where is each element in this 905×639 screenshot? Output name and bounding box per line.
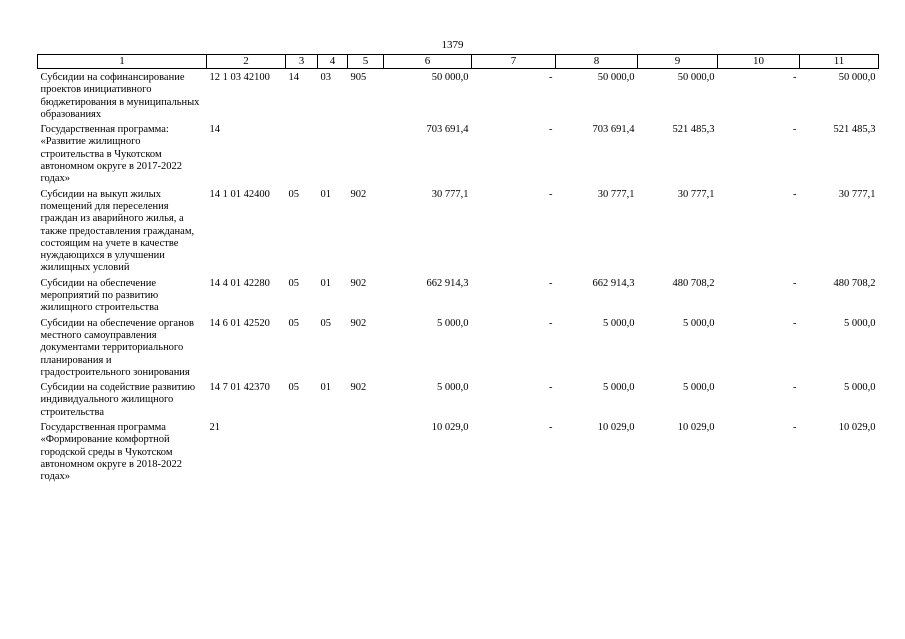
column-header: 2: [207, 55, 286, 69]
row-col10: -: [793, 317, 797, 329]
row-section: 05: [288, 277, 299, 289]
column-header: 4: [318, 55, 348, 69]
table-row: [38, 121, 879, 185]
row-col11: 10 029,0: [838, 422, 876, 434]
row-section: [286, 419, 318, 483]
row-name: Субсидии на обеспечение мероприятий по развитию жилищного строительства: [40, 277, 159, 314]
row-col9: 5 000,0: [683, 317, 715, 329]
row-col7: -: [549, 124, 553, 136]
row-col7: -: [549, 188, 553, 200]
table-row: [38, 379, 879, 419]
row-section: 05: [288, 317, 299, 329]
table-row: [38, 186, 879, 275]
page-number: 1379: [441, 39, 464, 51]
row-col9: 50 000,0: [677, 72, 715, 83]
row-col7: -: [549, 317, 553, 329]
row-col8: 50 000,0: [597, 72, 635, 83]
row-col11: 480 708,2: [833, 277, 876, 289]
budget-table: [37, 54, 879, 484]
row-code: 14: [209, 124, 220, 136]
row-subsection: 01: [320, 382, 331, 394]
row-col7: -: [549, 382, 553, 394]
row-col11: 5 000,0: [844, 317, 876, 329]
row-code: 14 6 01 42520: [209, 317, 270, 329]
row-col8: 662 914,3: [592, 277, 635, 289]
row-name: Государственная программа: «Развитие жилищного строительства в Чукотском автономном округе в 2017-2022 годах»: [40, 124, 183, 185]
row-subsection: 01: [320, 188, 331, 200]
column-header: 8: [556, 55, 638, 69]
column-header: 11: [800, 55, 879, 69]
row-name: Субсидии на содействие развитию индивидуального жилищного строительства: [40, 382, 196, 418]
row-col9: 480 708,2: [672, 277, 715, 289]
row-col6: 5 000,0: [437, 382, 469, 394]
row-col6: 5 000,0: [437, 317, 469, 329]
row-department: [348, 419, 384, 483]
row-subsection: 03: [320, 72, 331, 83]
row-section: 05: [288, 188, 299, 200]
row-col6: 50 000,0: [431, 72, 469, 83]
header-row: [38, 55, 879, 69]
row-col10: -: [793, 124, 797, 136]
row-col7: -: [549, 277, 553, 289]
row-col6: 662 914,3: [426, 277, 469, 289]
row-department: [348, 121, 384, 185]
row-col8: 5 000,0: [603, 382, 635, 394]
row-col9: 10 029,0: [677, 422, 715, 434]
row-col10: -: [793, 72, 797, 83]
row-col8: 5 000,0: [603, 317, 635, 329]
row-subsection: 05: [320, 317, 331, 329]
row-code: 21: [209, 422, 220, 434]
row-subsection: 01: [320, 277, 331, 289]
row-col8: 30 777,1: [597, 188, 635, 200]
row-col11: 5 000,0: [844, 382, 876, 394]
row-col10: -: [793, 188, 797, 200]
row-code: 14 4 01 42280: [209, 277, 270, 289]
row-name: Субсидии на выкуп жилых помещений для переселения граждан из аварийного жилья, а также предоставления гражданам, состоящим на учете в качестве нуждающихся в улучшении жилищных условий: [40, 188, 195, 274]
row-department: 905: [350, 72, 367, 83]
row-col6: 10 029,0: [431, 422, 469, 434]
row-section: 05: [288, 382, 299, 394]
row-code: 12 1 03 42100: [209, 72, 270, 83]
row-name: Субсидии на обеспечение органов местного самоуправления документами территориального планирования и градостроительного зонирования: [40, 317, 194, 378]
column-header: 1: [38, 55, 207, 69]
column-header: 3: [286, 55, 318, 69]
column-header: 6: [384, 55, 472, 69]
row-col10: -: [793, 422, 797, 434]
row-col9: 30 777,1: [677, 188, 715, 200]
row-subsection: [318, 121, 348, 185]
row-col11: 50 000,0: [838, 72, 876, 83]
row-col9: 5 000,0: [683, 382, 715, 394]
row-col6: 703 691,4: [426, 124, 469, 136]
row-col8: 703 691,4: [592, 124, 635, 136]
row-col7: -: [549, 72, 553, 83]
row-subsection: [318, 419, 348, 483]
row-section: 14: [288, 72, 299, 83]
row-col8: 10 029,0: [597, 422, 635, 434]
row-col10: -: [793, 382, 797, 394]
column-header: 10: [718, 55, 800, 69]
row-col11: 521 485,3: [833, 124, 876, 136]
table-row: [38, 69, 879, 122]
row-col9: 521 485,3: [672, 124, 715, 136]
column-header: 9: [638, 55, 718, 69]
row-col10: -: [793, 277, 797, 289]
row-department: 902: [350, 277, 367, 289]
row-code: 14 1 01 42400: [209, 188, 270, 200]
row-col11: 30 777,1: [838, 188, 876, 200]
table-row: [38, 315, 879, 379]
row-col7: -: [549, 422, 553, 434]
row-name: Государственная программа «Формирование комфортной городской среды в Чукотском автономном округе в 2018-2022 годах»: [40, 422, 183, 483]
row-department: 902: [350, 382, 367, 394]
table-row: [38, 275, 879, 315]
row-code: 14 7 01 42370: [209, 382, 270, 394]
row-name: Субсидии на софинансирование проектов инициативного бюджетирования в муниципальных образованиях: [40, 72, 200, 120]
table-row: [38, 419, 879, 483]
row-section: [286, 121, 318, 185]
row-col6: 30 777,1: [431, 188, 469, 200]
row-department: 902: [350, 317, 367, 329]
column-header: 7: [472, 55, 556, 69]
column-header: 5: [348, 55, 384, 69]
row-department: 902: [350, 188, 367, 200]
